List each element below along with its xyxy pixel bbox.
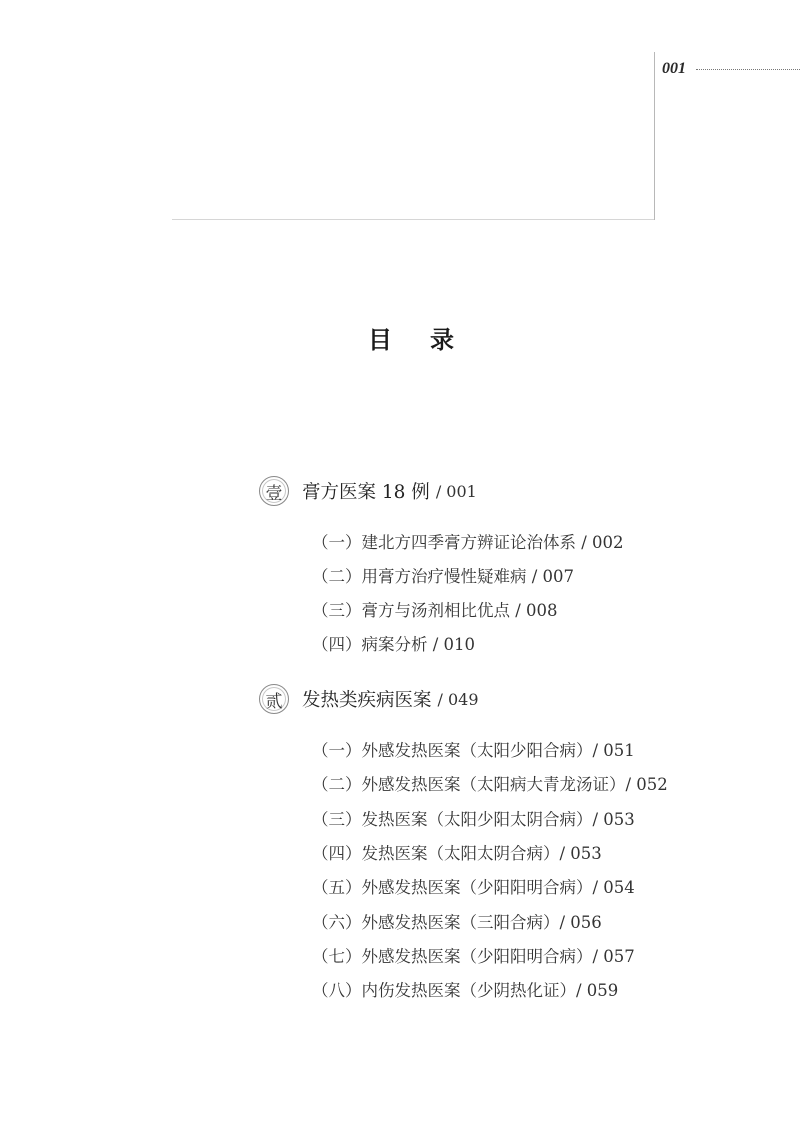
toc-entry[interactable]: （六）外感发热医案（三阳合病）/ 056 [312,913,602,932]
toc-entry[interactable]: （八）内伤发热医案（少阴热化证）/ 059 [312,981,619,1000]
part-1-page: / 001 [435,481,477,501]
toc-entry[interactable]: （五）外感发热医案（少阳阳明合病）/ 054 [312,878,635,897]
part-1-title: 膏方医案 18 例 [302,482,430,503]
toc-entry[interactable]: （七）外感发热医案（少阳阳明合病）/ 057 [312,947,635,966]
toc-entry[interactable]: （二）外感发热医案（太阳病大青龙汤证）/ 052 [312,775,668,794]
page-number-dotted-leader [696,69,800,70]
toc-entry[interactable]: （三）膏方与汤剂相比优点 / 008 [312,601,558,620]
toc-part-1[interactable] [259,476,477,506]
part-2-title: 发热类疾病医案 [302,690,432,711]
part-2-seal-badge: 贰 [259,684,289,714]
toc-entry[interactable]: （三）发热医案（太阳少阳太阴合病）/ 053 [312,810,635,829]
toc-title: 目录 [368,326,492,354]
toc-entry[interactable]: （四）病案分析 / 010 [312,635,476,654]
part-1-seal-badge: 壹 [259,476,289,506]
toc-entry[interactable]: （四）发热医案（太阳太阴合病）/ 053 [312,844,602,863]
page-number: 001 [662,60,686,77]
toc-entry[interactable]: （一）外感发热医案（太阳少阳合病）/ 051 [312,741,635,760]
part-2-page: / 049 [437,689,479,709]
toc-entry[interactable]: （一）建北方四季膏方辨证论治体系 / 002 [312,533,624,552]
header-vertical-rule [654,52,655,220]
header-horizontal-rule [172,219,654,220]
toc-entry[interactable]: （二）用膏方治疗慢性疑难病 / 007 [312,567,575,586]
toc-part-2[interactable] [259,684,479,714]
